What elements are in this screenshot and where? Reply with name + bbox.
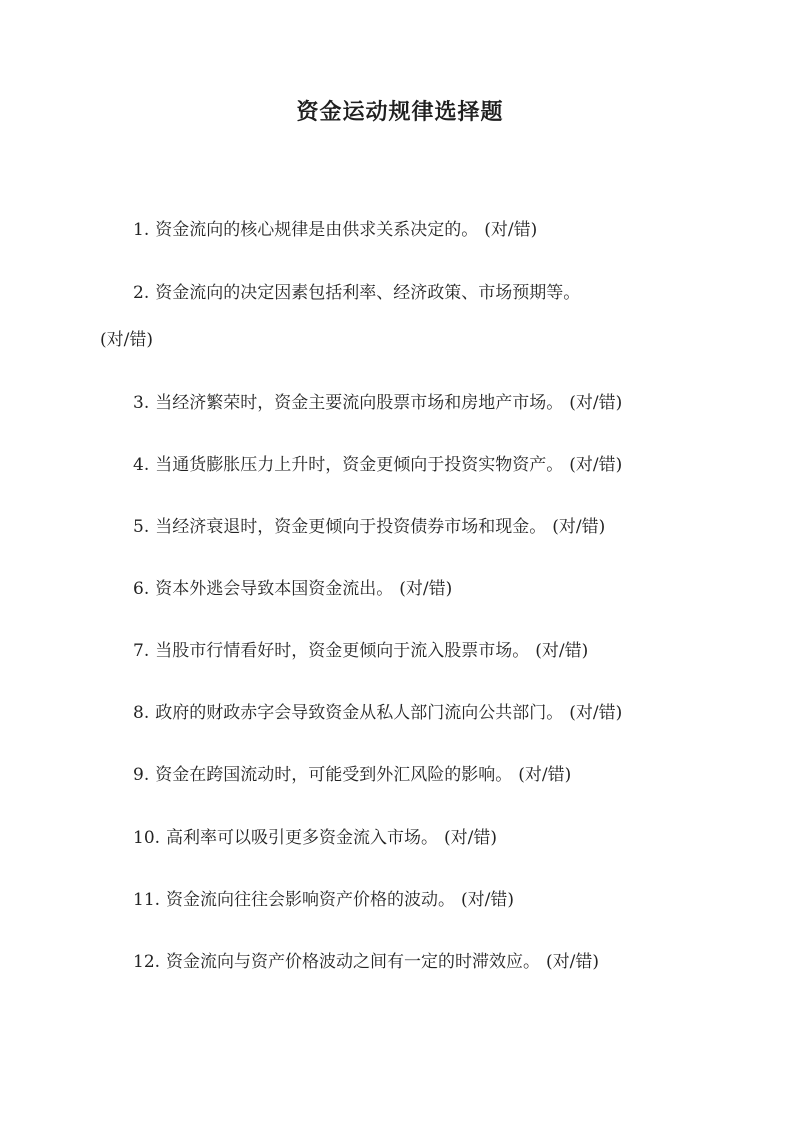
question-text: 资金流向的决定因素包括利率、经济政策、市场预期等。 (155, 283, 581, 303)
question-text: 资金在跨国流动时，可能受到外汇风险的影响。 (155, 765, 513, 785)
answer-options: (对/错) (484, 220, 538, 240)
question-text: 资本外逃会导致本国资金流出。 (155, 579, 394, 599)
question-number: 9. (133, 765, 150, 785)
answer-options: (对/错) (569, 455, 623, 475)
question-number: 6. (133, 579, 150, 599)
answer-options: (对/错) (569, 703, 623, 723)
question-9 (133, 762, 571, 788)
answer-options: (对/错) (399, 579, 453, 599)
answer-options: (对/错) (518, 765, 572, 785)
question-number: 7. (133, 641, 150, 661)
answer-options: (对/错) (535, 641, 589, 661)
question-text: 当通货膨胀压力上升时，资金更倾向于投资实物资产。 (155, 455, 564, 475)
question-text: 当股市行情看好时，资金更倾向于流入股票市场。 (155, 641, 530, 661)
answer-options: (对/错) (100, 330, 153, 350)
question-4 (133, 452, 622, 478)
question-12 (133, 949, 599, 975)
question-7 (133, 638, 588, 664)
question-number: 10. (133, 828, 161, 848)
question-text: 高利率可以吸引更多资金流入市场。 (166, 828, 439, 848)
question-text: 政府的财政赤字会导致资金从私人部门流向公共部门。 (155, 703, 564, 723)
answer-options: (对/错) (444, 828, 498, 848)
question-2-options-line (100, 327, 153, 353)
question-number: 12. (133, 952, 161, 972)
question-3 (133, 390, 622, 416)
question-11 (133, 887, 514, 913)
question-number: 5. (133, 517, 150, 537)
question-2 (133, 280, 580, 306)
question-text: 当经济繁荣时，资金主要流向股票市场和房地产市场。 (155, 393, 564, 413)
question-number: 11. (133, 890, 161, 910)
answer-options: (对/错) (569, 393, 623, 413)
question-5 (133, 514, 605, 540)
answer-options: (对/错) (461, 890, 515, 910)
answer-options: (对/错) (546, 952, 600, 972)
question-number: 3. (133, 393, 150, 413)
question-text: 当经济衰退时，资金更倾向于投资债券市场和现金。 (155, 517, 547, 537)
document-title: 资金运动规律选择题 (296, 99, 504, 125)
question-text: 资金流向往往会影响资产价格的波动。 (166, 890, 456, 910)
question-1 (133, 217, 537, 243)
question-number: 4. (133, 455, 150, 475)
question-text: 资金流向与资产价格波动之间有一定的时滞效应。 (166, 952, 541, 972)
question-number: 2. (133, 283, 150, 303)
question-number: 1. (133, 220, 150, 240)
question-8 (133, 700, 622, 726)
question-text: 资金流向的核心规律是由供求关系决定的。 (155, 220, 479, 240)
question-number: 8. (133, 703, 150, 723)
question-10 (133, 825, 497, 851)
answer-options: (对/错) (552, 517, 606, 537)
question-6 (133, 576, 452, 602)
